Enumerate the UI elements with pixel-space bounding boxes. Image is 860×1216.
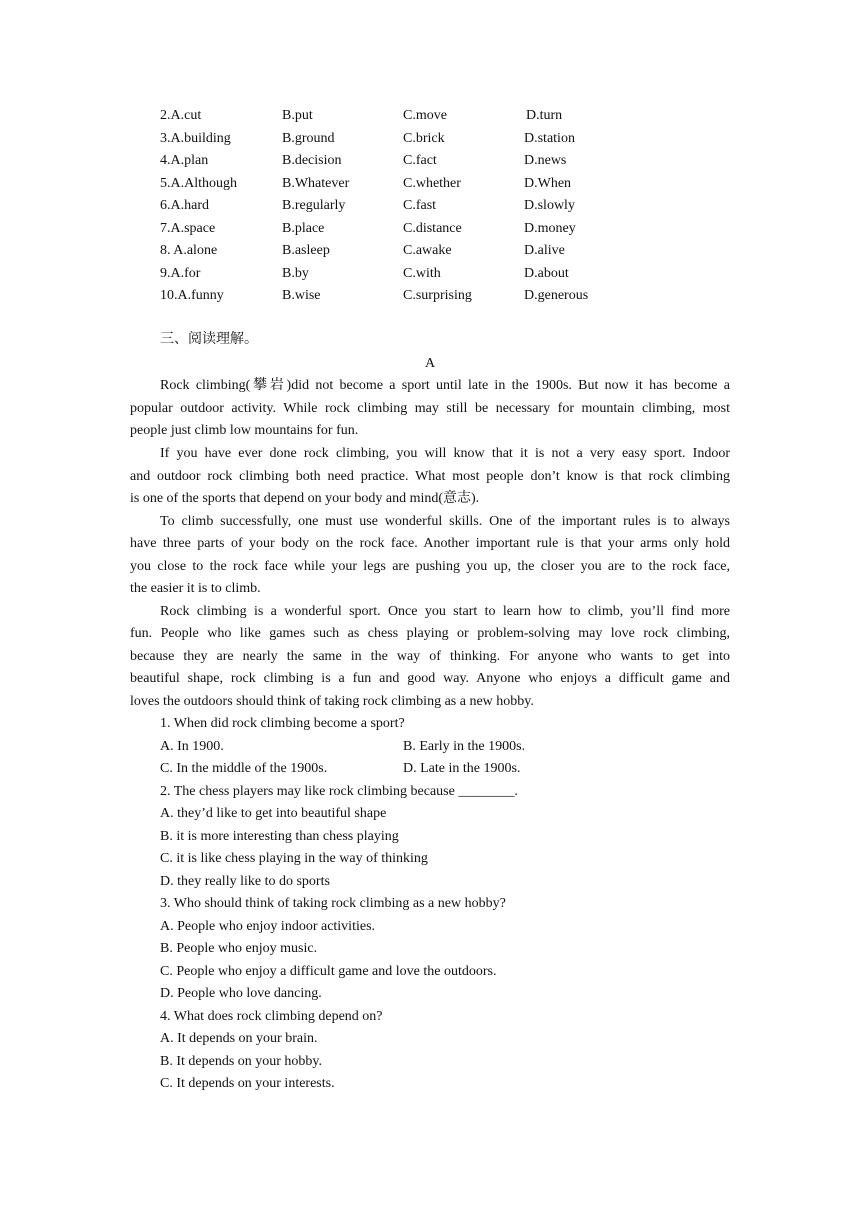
answer-option-a: A. It depends on your brain.: [160, 1031, 318, 1046]
option-d: D.news: [524, 153, 567, 168]
option-b: B.put: [282, 108, 313, 123]
passage-line: popular outdoor activity. While rock climbing may still be necessary for mountain climbing, most: [130, 400, 730, 416]
answer-option-d: D. they really like to do sports: [160, 873, 330, 889]
question-stem: 1. When did rock climbing become a sport?: [160, 716, 405, 731]
option-d: D.generous: [524, 288, 589, 303]
option-b: B.Whatever: [282, 175, 350, 191]
option-d: D.turn: [526, 108, 563, 123]
answer-option-a: A. In 1900.: [160, 738, 224, 754]
passage-line: beautiful shape, rock climbing is a fun and good way. Anyone who enjoys a difficult game and: [130, 671, 730, 686]
passage-line: the easier it is to climb.: [130, 581, 261, 596]
question-stem: 2. The chess players may like rock climbing because ________.: [160, 783, 518, 799]
answer-option-b: B. it is more interesting than chess playing: [160, 828, 399, 844]
option-c: C.awake: [403, 243, 452, 258]
passage-line: have three parts of your body on the rock face. Another important rule is that your arms only hold: [130, 536, 730, 551]
option-number: 2.A.cut: [160, 108, 202, 123]
option-b: B.ground: [282, 130, 335, 146]
answer-option-c: C. In the middle of the 1900s.: [160, 761, 328, 776]
passage-line: you close to the rock face while your legs are pushing you up, the closer you are to the rock face,: [130, 558, 730, 574]
option-b: B.decision: [282, 153, 342, 168]
option-c: C.brick: [403, 130, 445, 146]
passage-line: people just climb low mountains for fun.: [130, 423, 359, 438]
question-stem: 4. What does rock climbing depend on?: [160, 1008, 383, 1024]
option-number: 10.A.funny: [160, 288, 224, 303]
answer-option-d: D. People who love dancing.: [160, 986, 322, 1001]
answer-option-d: D. Late in the 1900s.: [403, 761, 521, 776]
passage-line: Rock climbing(攀岩)did not become a sport until late in the 1900s. But now it has become a: [160, 378, 730, 393]
option-c: C.whether: [403, 175, 461, 191]
option-c: C.surprising: [403, 288, 472, 303]
passage-line: If you have ever done rock climbing, you will know that it is not a very easy sport. Indoor: [160, 446, 730, 461]
option-number: 6.A.hard: [160, 198, 209, 213]
passage-line: Rock climbing is a wonderful sport. Once you start to learn how to climb, you’ll find more: [160, 603, 730, 619]
option-b: B.place: [282, 220, 325, 236]
option-c: C.with: [403, 265, 441, 281]
option-number: 5.A.Although: [160, 175, 237, 191]
answer-option-b: B. People who enjoy music.: [160, 941, 318, 956]
option-b: B.by: [282, 265, 309, 281]
option-number: 7.A.space: [160, 220, 216, 236]
option-b: B.wise: [282, 288, 321, 303]
passage-line: loves the outdoors should think of taking rock climbing as a new hobby.: [130, 693, 534, 709]
passage-line: is one of the sports that depend on your body and mind(意志).: [130, 491, 480, 506]
option-b: B.asleep: [282, 243, 330, 258]
passage-line: fun. People who like games such as chess playing or problem-solving may love rock climbing,: [130, 626, 730, 641]
option-d: D.money: [524, 220, 576, 236]
option-c: C.fact: [403, 153, 437, 168]
option-number: 3.A.building: [160, 130, 231, 146]
option-c: C.move: [403, 108, 447, 123]
option-c: C.distance: [403, 220, 462, 236]
question-stem: 3. Who should think of taking rock climbing as a new hobby?: [160, 896, 506, 911]
answer-option-c: C. It depends on your interests.: [160, 1076, 335, 1091]
answer-option-b: B. It depends on your hobby.: [160, 1053, 323, 1069]
passage-line: To climb successfully, one must use wonderful skills. One of the important rules is to always: [160, 513, 730, 529]
option-d: D.station: [524, 130, 575, 146]
option-number: 8. A.alone: [160, 243, 218, 258]
passage-line: because they are nearly the same in the way of thinking. For anyone who wants to get into: [130, 648, 730, 664]
passage-label: A: [424, 356, 436, 371]
answer-option-a: A. People who enjoy indoor activities.: [160, 918, 376, 934]
option-b: B.regularly: [282, 198, 346, 213]
passage-line: and outdoor rock climbing both need practice. What most people don’t know is that rock climbing: [130, 468, 730, 484]
answer-option-c: C. it is like chess playing in the way of thinking: [160, 851, 428, 866]
option-d: D.alive: [524, 243, 565, 258]
option-c: C.fast: [403, 198, 437, 213]
option-number: 9.A.for: [160, 265, 201, 281]
option-d: D.When: [524, 175, 572, 191]
option-number: 4.A.plan: [160, 153, 209, 168]
answer-option-b: B. Early in the 1900s.: [403, 738, 526, 754]
option-d: D.slowly: [524, 198, 575, 213]
answer-option-c: C. People who enjoy a difficult game and love the outdoors.: [160, 963, 497, 979]
section-title: 三、阅读理解。: [160, 332, 258, 347]
option-d: D.about: [524, 265, 569, 281]
answer-option-a: A. they’d like to get into beautiful shape: [160, 806, 387, 821]
